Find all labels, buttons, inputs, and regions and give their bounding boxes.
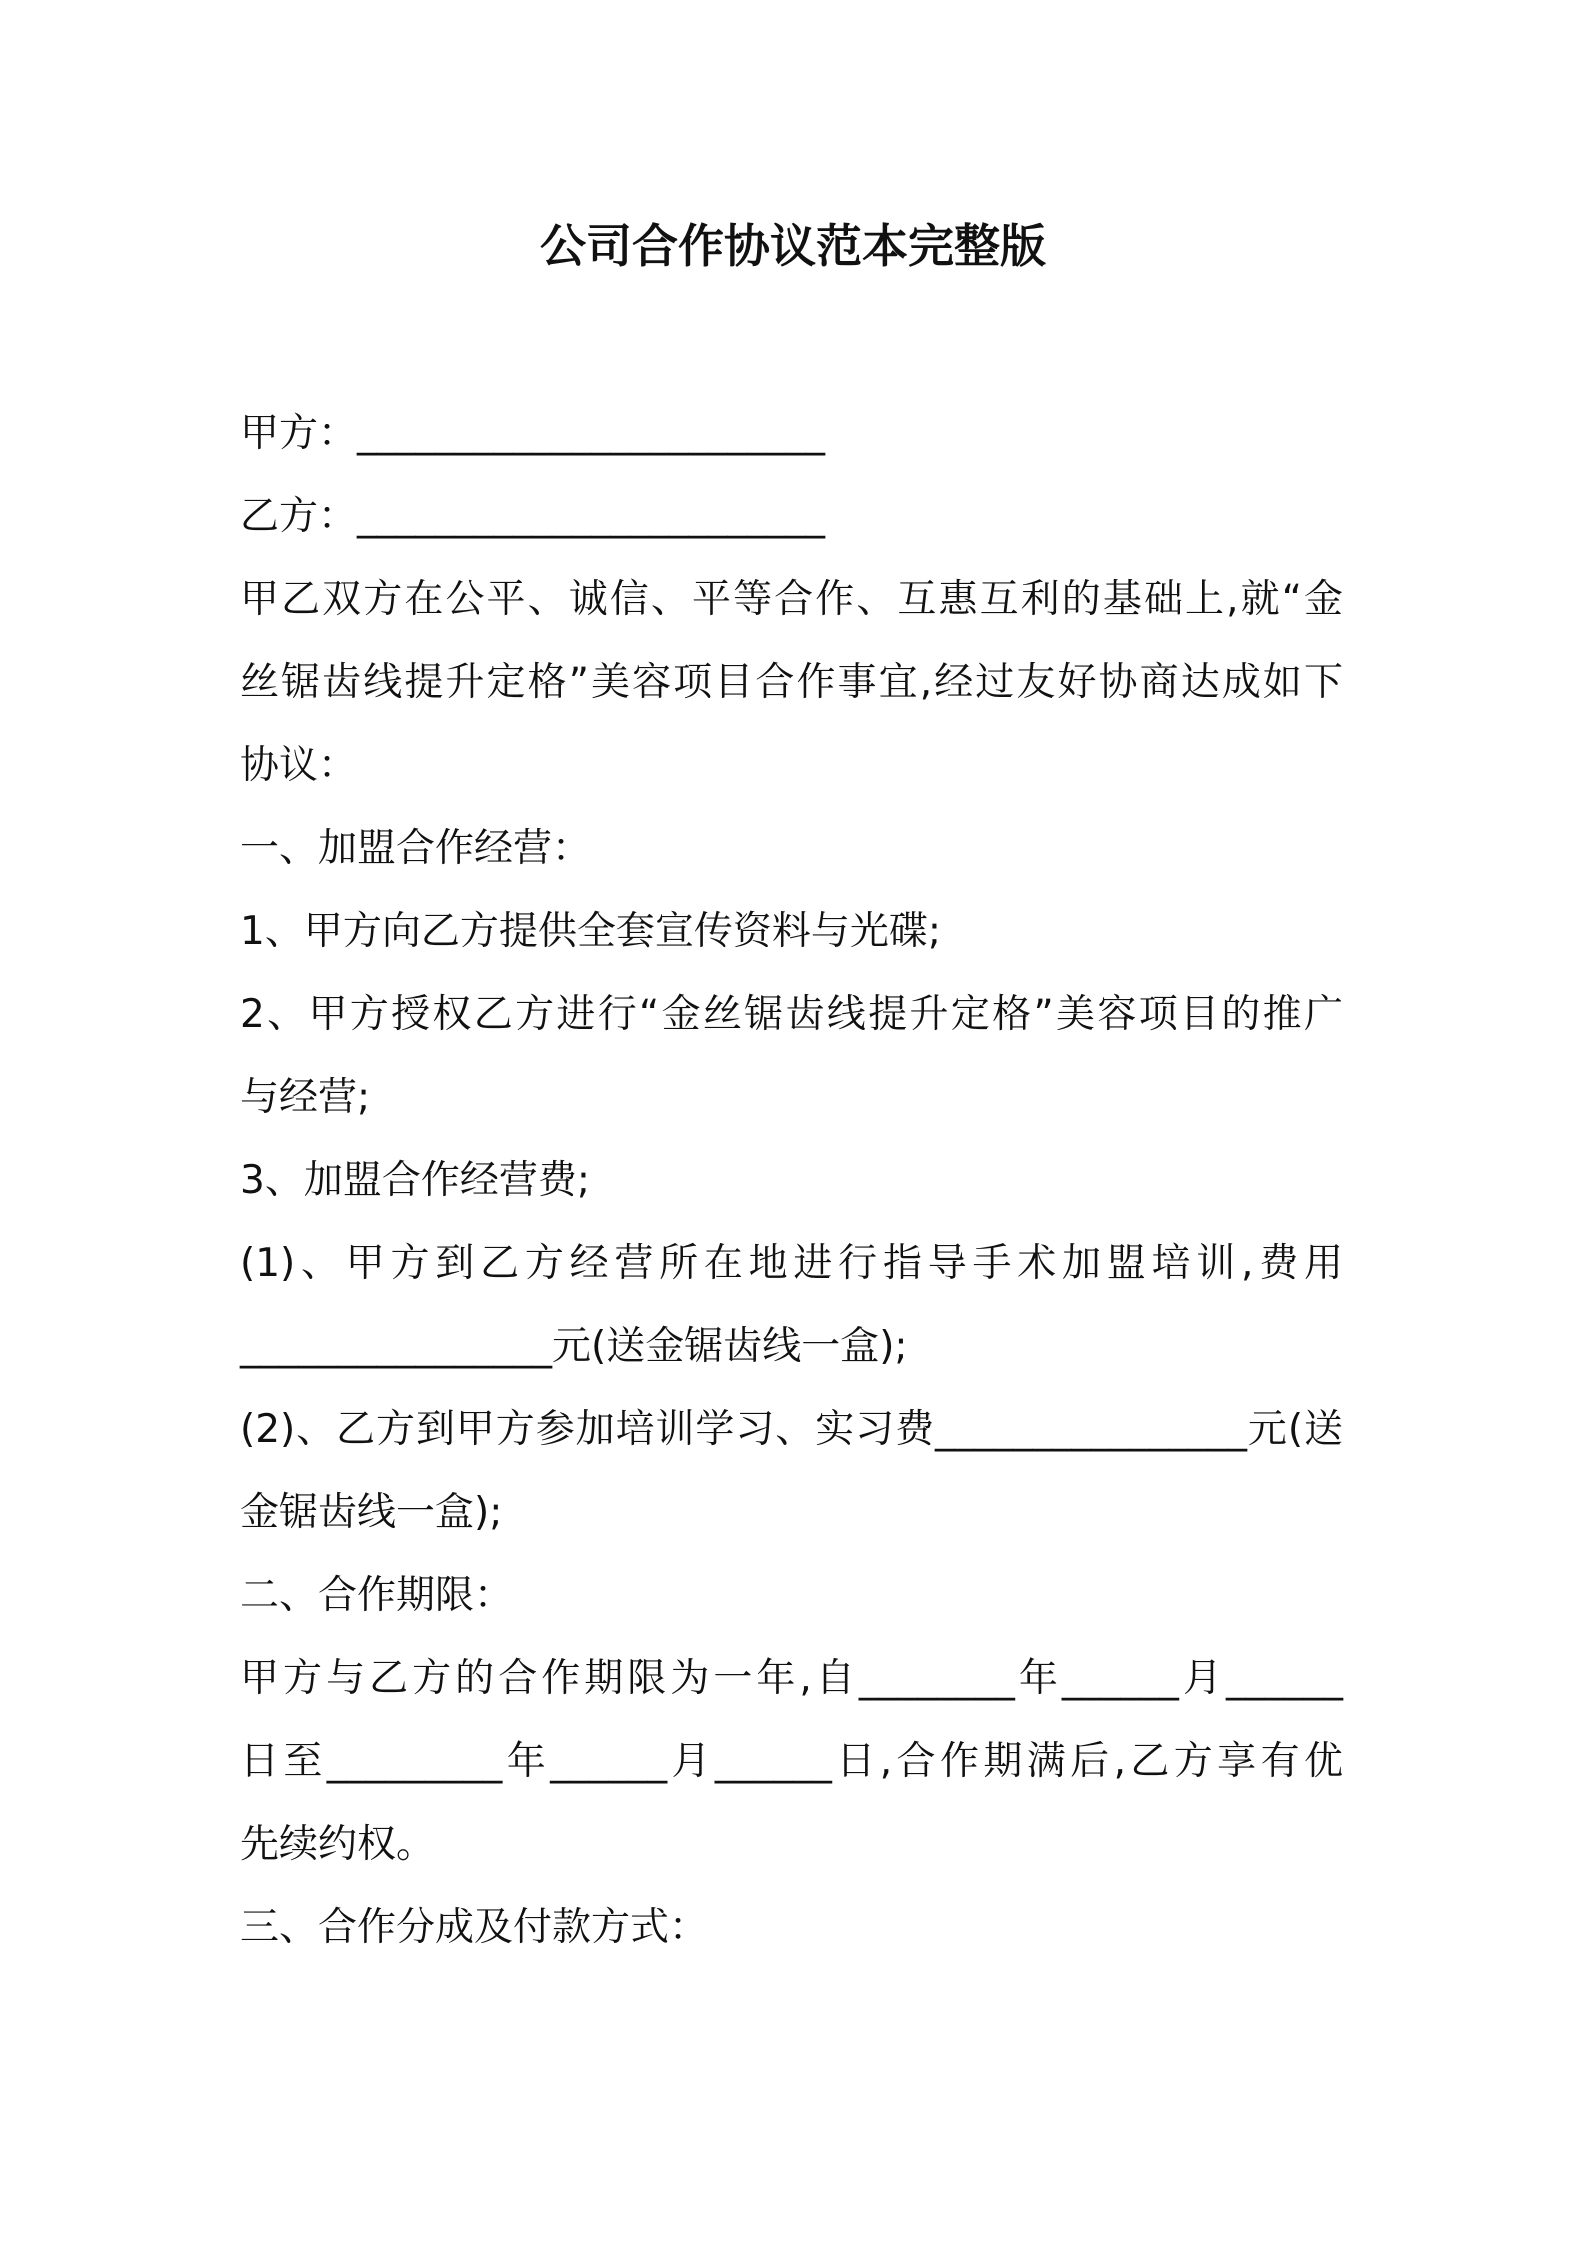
section-1-item-3: 3、加盟合作经营费; [240,1158,590,1203]
intro-line-1: 甲乙双方在公平、诚信、平等合作、互惠互利的基础上,就“金 [240,577,1343,622]
section-2-heading: 二、合作期限： [240,1573,514,1618]
party-a-line: 甲方：________________________ [240,411,826,456]
section-1-fee-2-line-2: 金锯齿线一盒); [240,1490,503,1535]
intro-line-3: 协议： [240,743,358,788]
party-b-line: 乙方：________________________ [240,494,826,539]
intro-line-2: 丝锯齿线提升定格”美容项目合作事宜,经过友好协商达成如下 [240,660,1343,705]
section-3-heading: 三、合作分成及付款方式： [240,1905,709,1950]
section-1-item-2-line-1: 2、甲方授权乙方进行“金丝锯齿线提升定格”美容项目的推广 [240,992,1343,1037]
section-1-heading: 一、加盟合作经营： [240,826,592,871]
section-1-item-2-line-2: 与经营; [240,1075,371,1120]
section-2-term-line-1: 甲方与乙方的合作期限为一年,自________年______月______ [240,1656,1343,1701]
section-1-fee-2-line-1: (2)、乙方到甲方参加培训学习、实习费________________元(送 [240,1407,1343,1452]
section-2-term-line-2: 日至_________年______月______日,合作期满后,乙方享有优 [240,1739,1343,1784]
section-1-item-1: 1、甲方向乙方提供全套宣传资料与光碟; [240,909,941,954]
section-2-term-line-3: 先续约权。 [240,1822,436,1867]
section-1-fee-1-line-2: ________________元(送金锯齿线一盒); [240,1324,908,1369]
section-1-fee-1-line-1: (1)、甲方到乙方经营所在地进行指导手术加盟培训,费用 [240,1241,1343,1286]
document-title: 公司合作协议范本完整版 [540,219,1046,273]
document-body [240,392,1343,1969]
